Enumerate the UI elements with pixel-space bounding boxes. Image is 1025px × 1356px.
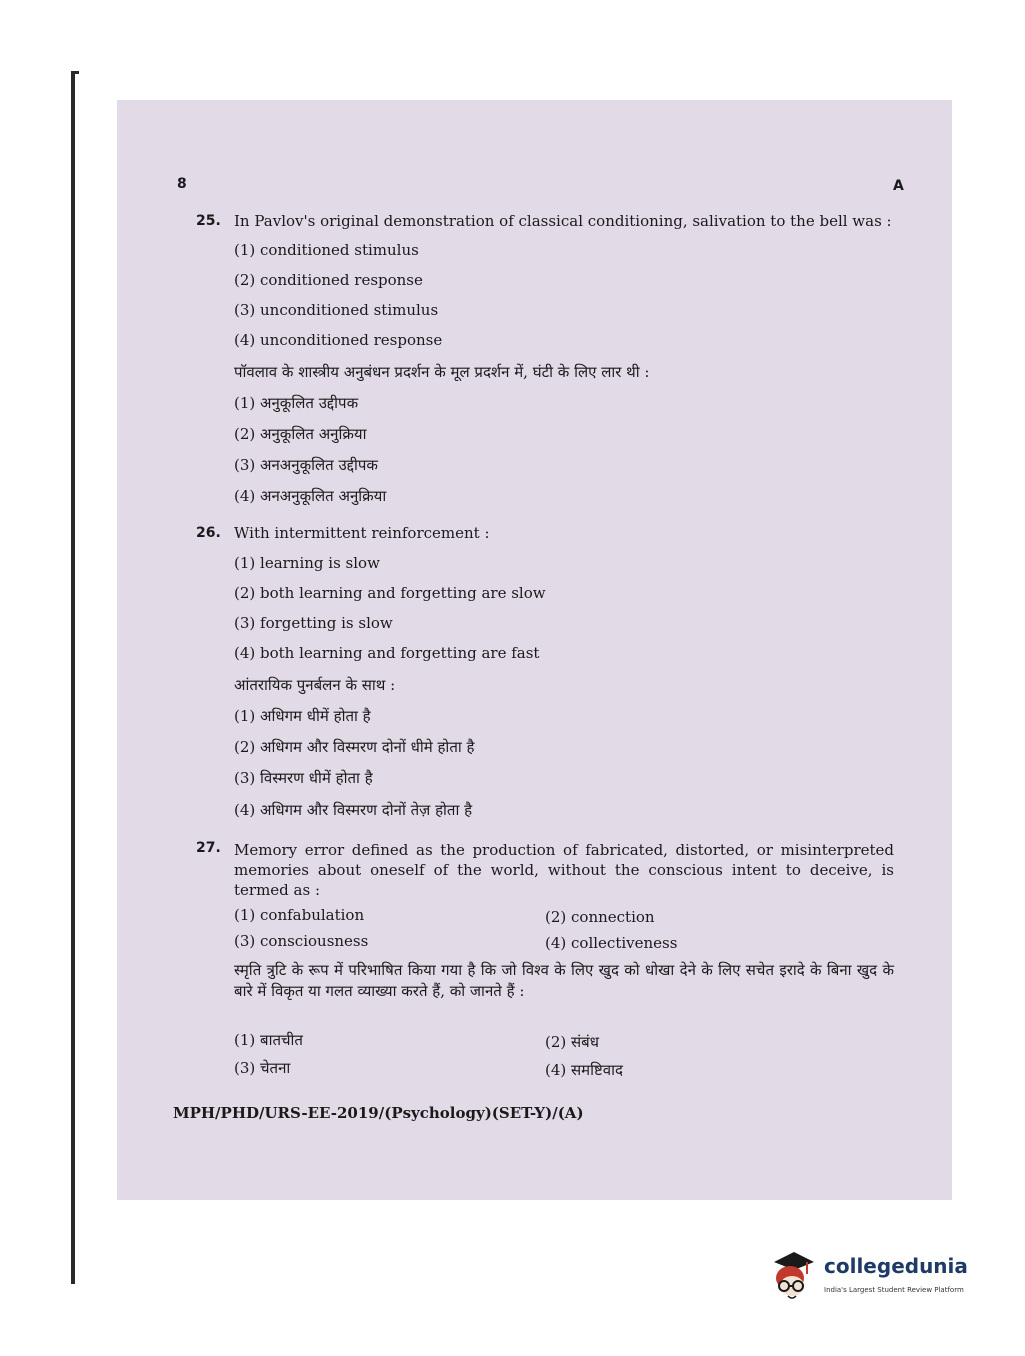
question-26-option-3: (3) forgetting is slow — [234, 614, 393, 632]
question-27-option-4: (4) collectiveness — [545, 934, 678, 952]
question-25-hindi-text: पॉवलाव के शास्त्रीय अनुबंधन प्रदर्शन के मूल प्रदर्शन में, घंटी के लिए लार थी : — [234, 363, 650, 381]
question-26-hindi-text: आंतरायिक पुनर्बलन के साथ : — [234, 676, 396, 694]
question-26-option-1: (1) learning is slow — [234, 554, 380, 572]
student-mascot-icon — [768, 1248, 820, 1308]
question-25-number: 25. — [196, 213, 221, 229]
question-27-number: 27. — [196, 840, 221, 856]
collegedunia-logo[interactable] — [768, 1248, 998, 1308]
question-25-text: In Pavlov's original demonstration of classical conditioning, salivation to the bell was : — [234, 212, 892, 230]
question-25-option-2: (2) conditioned response — [234, 271, 423, 289]
logo-wordmark: collegedunia — [824, 1254, 968, 1278]
question-27-hindi-option-2: (2) संबंध — [545, 1033, 599, 1051]
question-25-hindi-option-3: (3) अनअनुकूलित उद्दीपक — [234, 456, 378, 474]
page-number: 8 — [177, 176, 187, 192]
question-25-hindi-option-2: (2) अनुकूलित अनुक्रिया — [234, 425, 367, 443]
logo-tagline: India's Largest Student Review Platform — [824, 1286, 964, 1294]
set-label: A — [893, 178, 904, 194]
question-25-option-4: (4) unconditioned response — [234, 331, 443, 349]
paper-code-footer: MPH/PHD/URS-EE-2019/(Psychology)(SET-Y)/(A) — [173, 1104, 584, 1122]
question-26-option-2: (2) both learning and forgetting are slow — [234, 584, 546, 602]
question-27-text: Memory error defined as the production of fabricated, distorted, or misinterpreted memories about oneself of the world, without the conscious intent to deceive, is termed as : — [234, 841, 894, 899]
question-27-hindi-text: स्मृति त्रुटि के रूप में परिभाषित किया गया है कि जो विश्व के लिए खुद को धोखा देने के लिए सचेत इरादे के बिना खुद के बारे में विकृत या गलत व्याख्या करते हैं, को जानते हैं : — [234, 961, 894, 1000]
question-27-option-3: (3) consciousness — [234, 932, 369, 950]
question-26-hindi-option-1: (1) अधिगम धीमें होता है — [234, 707, 371, 725]
question-25-hindi-option-1: (1) अनुकूलित उद्दीपक — [234, 394, 359, 412]
question-27-option-1: (1) confabulation — [234, 906, 365, 924]
question-25-hindi-option-4: (4) अनअनुकूलित अनुक्रिया — [234, 487, 387, 505]
question-26-option-4: (4) both learning and forgetting are fast — [234, 644, 540, 662]
question-26-hindi-option-2: (2) अधिगम और विस्मरण दोनों धीमे होता है — [234, 738, 475, 756]
question-26-hindi-option-4: (4) अधिगम और विस्मरण दोनों तेज़ होता है — [234, 801, 473, 819]
question-25-option-3: (3) unconditioned stimulus — [234, 301, 439, 319]
question-27-hindi-option-4: (4) समष्टिवाद — [545, 1061, 623, 1079]
scan-edge-left — [71, 72, 75, 1284]
question-26-text: With intermittent reinforcement : — [234, 524, 490, 542]
question-25-option-1: (1) conditioned stimulus — [234, 241, 419, 259]
question-26-number: 26. — [196, 525, 221, 541]
question-27-option-2: (2) connection — [545, 908, 655, 926]
question-27-hindi-option-3: (3) चेतना — [234, 1059, 291, 1077]
question-26-hindi-option-3: (3) विस्मरण धीमें होता है — [234, 769, 373, 787]
question-27-hindi-option-1: (1) बातचीत — [234, 1031, 303, 1049]
